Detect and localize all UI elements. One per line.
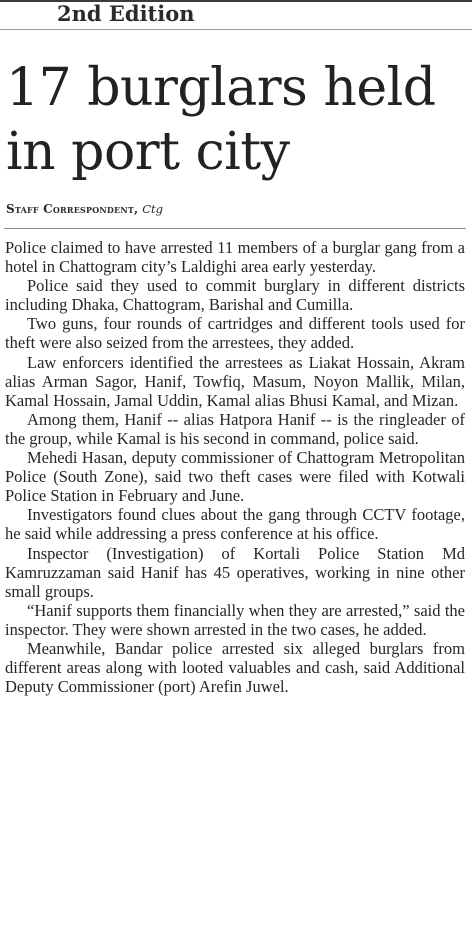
paragraph: Inspector (Investigation) of Kortali Police Station Md Kamruzzaman said Hanif has 45 operatives, working in nine other small groups. bbox=[5, 543, 465, 601]
paragraph: Investigators found clues about the gang through CCTV footage, he said while addressing a press conference at his office. bbox=[5, 505, 465, 544]
article-body bbox=[5, 238, 465, 696]
edition-label: 2nd Edition bbox=[57, 1, 195, 26]
paragraph: Police claimed to have arrested 11 members of a burglar gang from a hotel in Chattogram city’s Laldighi area early yesterday. bbox=[5, 238, 465, 277]
paragraph: Mehedi Hasan, deputy commissioner of Chattogram Metropolitan Police (South Zone), said two theft cases were filed with Kotwali Police Station in February and June. bbox=[5, 448, 465, 506]
paragraph: Police said they used to commit burglary in different districts including Dhaka, Chattogram, Barishal and Cumilla. bbox=[5, 276, 465, 315]
paragraph: Law enforcers identified the arrestees as Liakat Hossain, Akram alias Arman Sagor, Hanif, Towfiq, Masum, Noyon Mallik, Milan, Kamal Hossain, Jamal Uddin, Kamal alias Bhusi Kamal, and Mizan. bbox=[5, 352, 465, 410]
byline-divider bbox=[4, 228, 466, 229]
headline: 17 burglars held in port city bbox=[6, 58, 436, 182]
edition-divider bbox=[0, 29, 472, 30]
paragraph: Meanwhile, Bandar police arrested six alleged burglars from different areas along with looted valuables and cash, said Additional Deputy Commissioner (port) Arefin Juwel. bbox=[5, 638, 465, 697]
paragraph: Two guns, four rounds of cartridges and different tools used for theft were also seized from the arrestees, they added. bbox=[5, 314, 465, 353]
paragraph: Among them, Hanif -- alias Hatpora Hanif -- is the ringleader of the group, while Kamal is his second in command, police said. bbox=[5, 409, 465, 448]
byline-author: Staff Correspondent, bbox=[6, 202, 139, 216]
byline-location: Ctg bbox=[142, 202, 164, 216]
paragraph: “Hanif supports them financially when they are arrested,” said the inspector. They were shown arrested in the two cases, he added. bbox=[5, 600, 465, 639]
byline bbox=[6, 201, 163, 217]
